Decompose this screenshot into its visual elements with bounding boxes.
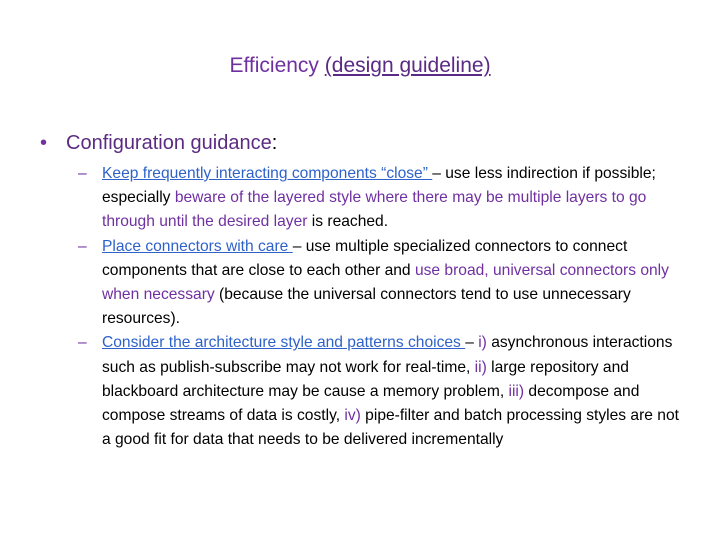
guideline-link[interactable]: Place connectors with care: [102, 237, 293, 255]
item-emphasis: beware of the layered style where there may be multiple layers to go through until the desired layer: [102, 189, 647, 231]
title-sub: (design guideline): [324, 54, 491, 77]
item-marker: iii): [508, 382, 525, 400]
item-text: –: [465, 334, 479, 352]
item-text: decompose and compose streams of data is costly,: [102, 382, 640, 425]
bullet-icon: •: [40, 132, 48, 154]
guideline-link[interactable]: Consider the architecture style and patterns choices: [102, 334, 466, 352]
list-item: [78, 162, 688, 235]
item-emphasis: use broad, universal connectors only when necessary: [102, 261, 669, 304]
item-text: is reached.: [307, 213, 389, 231]
main-bullet: [40, 132, 277, 155]
item-text: pipe-filter and batch processing styles are not a good fit for data that needs to be delivered incrementally: [102, 407, 679, 449]
guidance-list: [78, 162, 688, 452]
list-item: [78, 235, 688, 332]
bullet-colon: :: [271, 132, 278, 154]
item-text: – use multiple specialized connectors to connect components that are close to each other and: [102, 237, 628, 279]
list-item: [78, 331, 688, 452]
item-text: large repository and blackboard architecture may be cause a memory problem,: [102, 358, 629, 400]
item-text: asynchronous interactions such as publish-subscribe may not work for real-time,: [102, 334, 673, 376]
item-marker: ii): [474, 358, 487, 376]
item-text: (because the universal connectors tend to use unnecessary resources).: [102, 286, 631, 328]
dash-icon: –: [78, 334, 87, 352]
item-marker: i): [478, 334, 487, 352]
slide-title: [0, 54, 720, 78]
title-main: Efficiency: [229, 54, 319, 77]
bullet-label: Configuration guidance: [66, 132, 272, 154]
dash-icon: –: [78, 237, 87, 255]
item-marker: iv): [344, 407, 361, 425]
dash-icon: –: [78, 165, 87, 182]
guideline-link[interactable]: Keep frequently interacting components “close”: [102, 165, 433, 182]
item-text: – use less indirection if possible; especially: [102, 165, 656, 207]
